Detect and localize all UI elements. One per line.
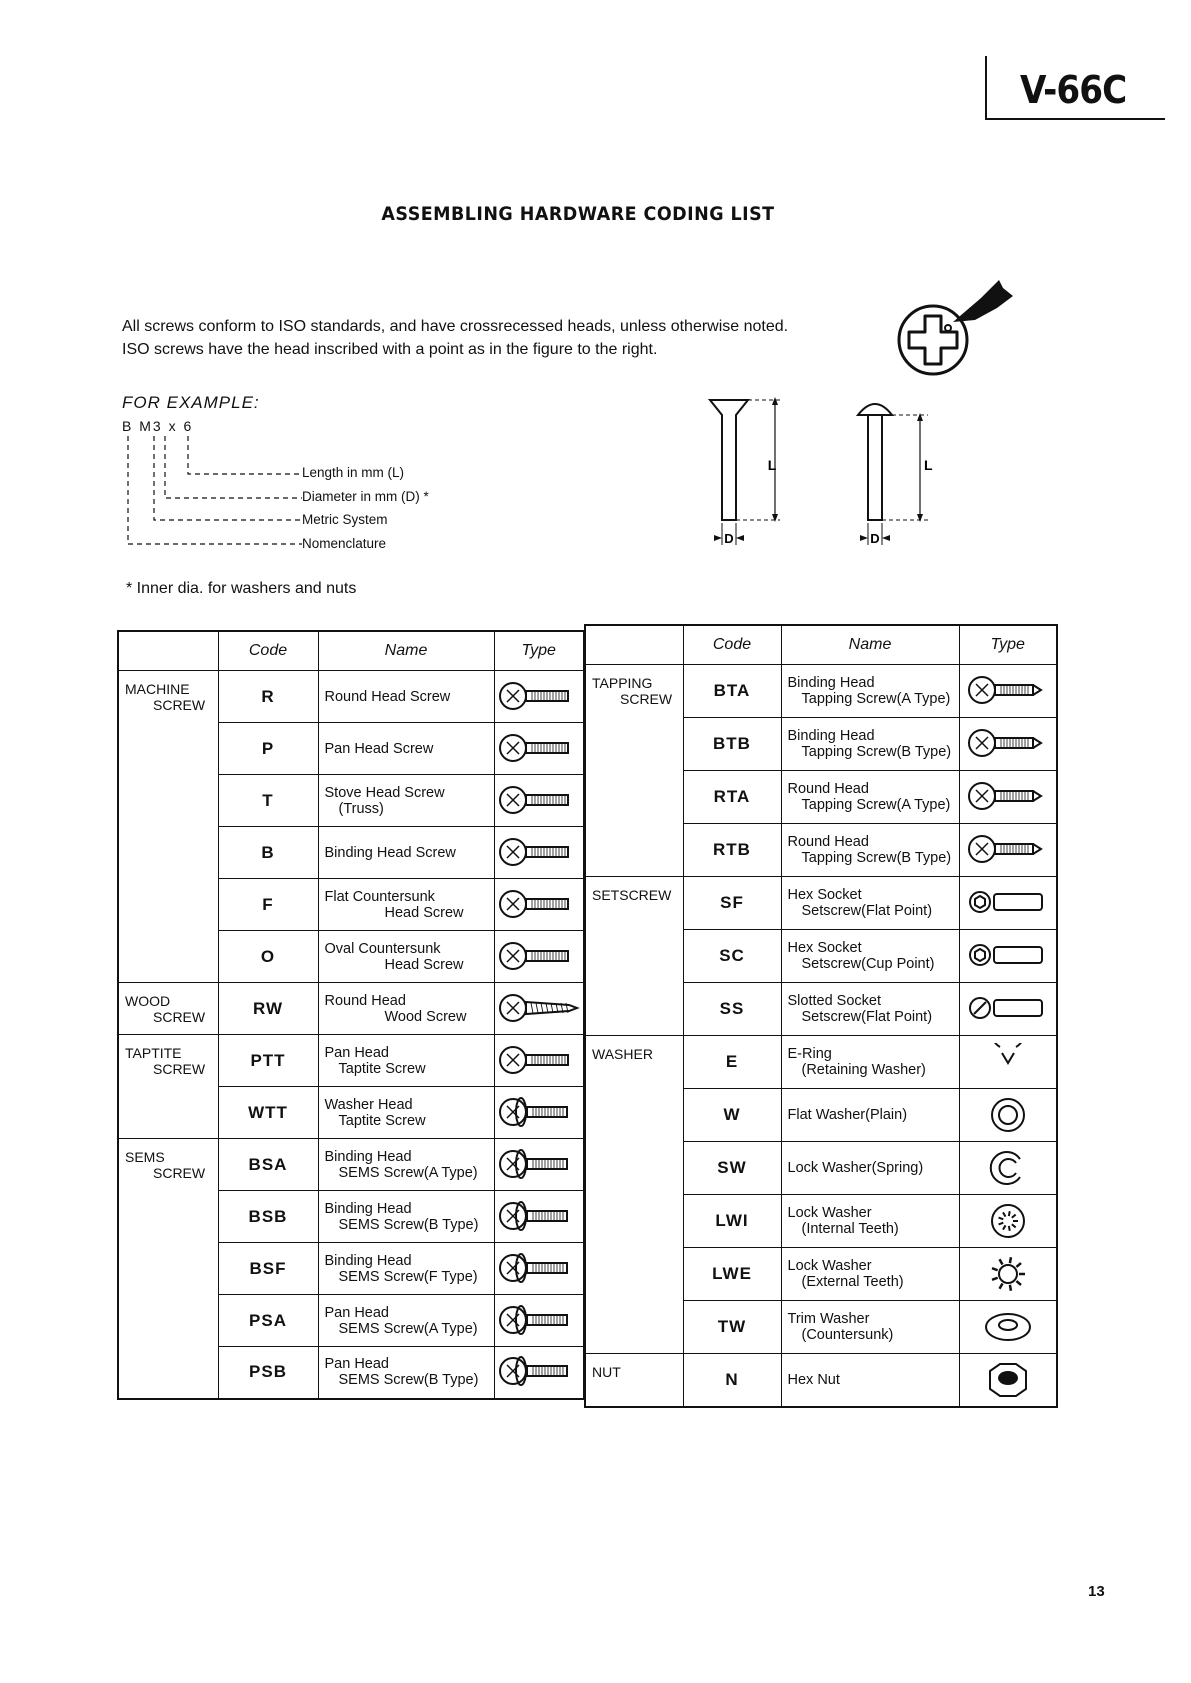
sems-screw-icon <box>497 1302 581 1340</box>
table-row <box>585 983 1057 1036</box>
type-cell <box>959 1089 1057 1142</box>
name-label: Stove Head Screw <box>324 784 445 801</box>
name-cell <box>781 1195 959 1248</box>
header-type: Type <box>959 625 1057 665</box>
category-cell <box>585 1354 683 1407</box>
type-cell <box>494 1087 584 1139</box>
name-label: Trim Washer <box>787 1311 870 1327</box>
name-label: Binding Head <box>787 675 875 691</box>
category-cell <box>585 1036 683 1089</box>
flat-washer-icon <box>966 1096 1050 1134</box>
name-cell <box>781 1354 959 1407</box>
type-cell <box>494 1243 584 1295</box>
name-label: Flat Countersunk <box>324 888 435 905</box>
name-cell <box>781 1036 959 1089</box>
type-cell <box>959 1248 1057 1301</box>
left-hardware-table <box>117 630 585 1400</box>
stove-head-screw-icon <box>497 782 581 820</box>
screw-dimension-diagram <box>700 395 950 560</box>
name-label: Washer Head <box>324 1096 413 1113</box>
name-cell <box>318 1191 494 1243</box>
code-cell: BSA <box>218 1139 318 1191</box>
pan-head-screw-icon <box>497 730 581 768</box>
legend-nomenclature: Nomenclature <box>302 536 387 551</box>
hex-socket-setscrew-icon <box>966 884 1050 922</box>
type-cell <box>494 1191 584 1243</box>
name-label: Oval Countersunk <box>324 940 441 957</box>
flat-countersunk-screw-icon <box>497 886 581 924</box>
name-cell <box>781 824 959 877</box>
name-cell <box>318 1347 494 1399</box>
name-label: (Countersunk) <box>801 1327 894 1343</box>
name-label: Head Screw <box>384 904 464 921</box>
type-cell <box>494 931 584 983</box>
name-label: Round Head <box>324 992 406 1009</box>
category-cell <box>585 1301 683 1354</box>
name-label: Binding Head <box>324 1252 412 1269</box>
spring-lock-washer-icon <box>966 1149 1050 1187</box>
name-label: Lock Washer <box>787 1205 872 1221</box>
category-cell <box>585 665 683 718</box>
table-row <box>118 983 584 1035</box>
name-label: Tapping Screw(B Type) <box>801 744 952 760</box>
legend-metric: Metric System <box>302 512 388 527</box>
code-cell: LWI <box>683 1195 781 1248</box>
name-label: Round Head Screw <box>324 688 451 705</box>
table-row <box>585 1142 1057 1195</box>
code-cell: F <box>218 879 318 931</box>
category-label: TAPTITE <box>125 1045 182 1061</box>
header-category <box>585 625 683 665</box>
table-row <box>118 931 584 983</box>
type-cell <box>494 1295 584 1347</box>
right-hardware-table <box>584 624 1058 1408</box>
name-cell <box>318 1295 494 1347</box>
name-cell <box>781 1089 959 1142</box>
legend-length: Length in mm (L) <box>302 465 405 480</box>
binding-head-screw-icon <box>497 834 581 872</box>
intro-line-1: All screws conform to ISO standards, and have crossrecessed heads, unless otherwise noted. <box>122 318 789 335</box>
table-header-row <box>118 631 584 671</box>
category-cell <box>118 671 218 723</box>
internal-tooth-washer-icon <box>966 1202 1050 1240</box>
name-label: Tapping Screw(A Type) <box>801 691 951 707</box>
slotted-setscrew-icon <box>966 990 1050 1028</box>
name-cell <box>318 1087 494 1139</box>
code-cell: LWE <box>683 1248 781 1301</box>
code-cell: B <box>218 827 318 879</box>
category-cell <box>585 983 683 1036</box>
table-row <box>118 1243 584 1295</box>
table-row <box>118 1295 584 1347</box>
name-cell <box>318 671 494 723</box>
name-cell <box>781 1142 959 1195</box>
name-cell <box>318 723 494 775</box>
category-label: SCREW <box>153 1165 206 1181</box>
sems-screw-icon <box>497 1146 581 1184</box>
name-label: SEMS Screw(A Type) <box>338 1164 478 1181</box>
table-row <box>585 1089 1057 1142</box>
tapping-screw-icon <box>966 778 1050 816</box>
category-cell <box>585 824 683 877</box>
name-label: Round Head <box>787 781 869 797</box>
name-label: Slotted Socket <box>787 993 881 1009</box>
category-cell <box>585 1248 683 1301</box>
table-row <box>118 723 584 775</box>
type-cell <box>494 1347 584 1399</box>
name-label: Pan Head <box>324 1044 389 1061</box>
code-cell: TW <box>683 1301 781 1354</box>
category-cell <box>118 827 218 879</box>
example-code: B M3 x 6 <box>122 418 194 434</box>
code-cell: N <box>683 1354 781 1407</box>
code-cell: PSB <box>218 1347 318 1399</box>
name-label: Hex Socket <box>787 940 862 956</box>
sems-screw-icon <box>497 1353 581 1391</box>
type-cell <box>494 1139 584 1191</box>
category-cell <box>118 931 218 983</box>
code-cell: BTA <box>683 665 781 718</box>
name-label: Binding Head Screw <box>324 844 456 861</box>
category-cell <box>118 775 218 827</box>
name-label: (Truss) <box>338 800 384 817</box>
table-row <box>118 671 584 723</box>
code-cell: WTT <box>218 1087 318 1139</box>
name-label: SEMS Screw(B Type) <box>338 1216 479 1233</box>
name-label: Binding Head <box>324 1200 412 1217</box>
category-cell <box>585 877 683 930</box>
wood-screw-icon <box>497 990 581 1028</box>
category-cell <box>118 879 218 931</box>
code-cell: BSF <box>218 1243 318 1295</box>
code-cell: RTB <box>683 824 781 877</box>
name-label: SEMS Screw(F Type) <box>338 1268 478 1285</box>
table-row <box>585 771 1057 824</box>
type-cell <box>494 723 584 775</box>
category-label: SCREW <box>153 1009 206 1025</box>
name-cell <box>318 879 494 931</box>
external-tooth-washer-icon <box>966 1255 1050 1293</box>
category-cell <box>118 983 218 1035</box>
type-cell <box>494 879 584 931</box>
category-cell <box>118 723 218 775</box>
type-cell <box>959 1301 1057 1354</box>
tapping-screw-icon <box>966 725 1050 763</box>
table-row <box>118 827 584 879</box>
page-title: ASSEMBLING HARDWARE CODING LIST <box>381 203 775 225</box>
category-label: SEMS <box>125 1149 165 1165</box>
name-label: (Retaining Washer) <box>801 1062 926 1078</box>
name-label: (Internal Teeth) <box>801 1221 899 1237</box>
type-cell <box>494 775 584 827</box>
table-row <box>585 1036 1057 1089</box>
name-label: Setscrew(Flat Point) <box>801 903 933 919</box>
sems-screw-icon <box>497 1198 581 1236</box>
table-row <box>585 824 1057 877</box>
diagram-diameter-label: D <box>724 531 734 546</box>
header-name: Name <box>781 625 959 665</box>
category-cell <box>118 1347 218 1399</box>
diagram-length-label: L <box>767 457 777 473</box>
example-leader-lines <box>122 436 307 556</box>
header-category <box>118 631 218 671</box>
header-code: Code <box>218 631 318 671</box>
type-cell <box>959 1195 1057 1248</box>
category-cell <box>118 1295 218 1347</box>
name-cell <box>318 983 494 1035</box>
name-label: Lock Washer(Spring) <box>787 1160 924 1176</box>
name-label: Binding Head <box>324 1148 412 1165</box>
category-cell <box>118 1191 218 1243</box>
name-label: E-Ring <box>787 1046 832 1062</box>
model-number: V-66C <box>1020 68 1127 112</box>
code-cell: PTT <box>218 1035 318 1087</box>
category-cell <box>118 1139 218 1191</box>
code-cell: SC <box>683 930 781 983</box>
category-label: WOOD <box>125 993 171 1009</box>
table-row <box>585 1248 1057 1301</box>
type-cell <box>959 1142 1057 1195</box>
category-label: WASHER <box>592 1046 653 1062</box>
category-label: SETSCREW <box>592 887 672 903</box>
round-head-screw-icon <box>497 678 581 716</box>
category-cell <box>585 1195 683 1248</box>
category-label: SCREW <box>153 1061 206 1077</box>
type-cell <box>959 718 1057 771</box>
table-row <box>585 1301 1057 1354</box>
name-cell <box>781 1248 959 1301</box>
name-label: Flat Washer(Plain) <box>787 1107 908 1123</box>
type-cell <box>959 930 1057 983</box>
category-label: MACHINE <box>125 681 190 697</box>
category-cell <box>118 1035 218 1087</box>
table-row <box>118 879 584 931</box>
category-label: SCREW <box>620 691 673 707</box>
name-cell <box>781 983 959 1036</box>
hex-nut-icon <box>966 1361 1050 1399</box>
category-cell <box>118 1243 218 1295</box>
name-label: Setscrew(Flat Point) <box>801 1009 933 1025</box>
type-cell <box>959 824 1057 877</box>
header-name: Name <box>318 631 494 671</box>
table-row <box>118 1191 584 1243</box>
type-cell <box>959 1354 1057 1407</box>
name-label: Hex Nut <box>787 1371 840 1388</box>
code-cell: RTA <box>683 771 781 824</box>
table-row <box>585 1195 1057 1248</box>
name-cell <box>318 775 494 827</box>
category-label: TAPPING <box>592 675 653 691</box>
type-cell <box>494 1035 584 1087</box>
table-row <box>118 1087 584 1139</box>
name-cell <box>318 1139 494 1191</box>
name-cell <box>781 771 959 824</box>
name-label: Lock Washer <box>787 1258 872 1274</box>
type-cell <box>494 671 584 723</box>
code-cell: SF <box>683 877 781 930</box>
sems-screw-icon <box>497 1250 581 1288</box>
table-row <box>585 665 1057 718</box>
footnote: * Inner dia. for washers and nuts <box>126 580 357 597</box>
e-ring-icon <box>966 1043 1050 1081</box>
name-cell <box>781 930 959 983</box>
diagram-diameter-label-2: D <box>870 531 880 546</box>
name-label: Binding Head <box>787 728 875 744</box>
table-header-row <box>585 625 1057 665</box>
category-cell <box>585 930 683 983</box>
name-cell <box>318 1035 494 1087</box>
iso-crosshead-icon <box>895 278 1025 383</box>
type-cell <box>959 877 1057 930</box>
name-label: SEMS Screw(A Type) <box>338 1320 478 1337</box>
intro-line-2: ISO screws have the head inscribed with a point as in the figure to the right. <box>122 341 658 358</box>
header-type: Type <box>494 631 584 671</box>
name-label: (External Teeth) <box>801 1274 904 1290</box>
name-label: Round Head <box>787 834 869 850</box>
table-row <box>118 1139 584 1191</box>
name-label: Head Screw <box>384 956 464 973</box>
name-label: Tapping Screw(B Type) <box>801 850 952 866</box>
code-cell: SW <box>683 1142 781 1195</box>
category-cell <box>585 1089 683 1142</box>
code-cell: RW <box>218 983 318 1035</box>
type-cell <box>959 983 1057 1036</box>
name-cell <box>781 718 959 771</box>
tapping-screw-icon <box>966 672 1050 710</box>
tapping-screw-icon <box>966 831 1050 869</box>
example-label: FOR EXAMPLE: <box>122 393 260 412</box>
name-label: SEMS Screw(B Type) <box>338 1372 479 1389</box>
type-cell <box>959 665 1057 718</box>
type-cell <box>494 827 584 879</box>
name-cell <box>781 877 959 930</box>
name-label: Setscrew(Cup Point) <box>801 956 935 972</box>
page-number: 13 <box>1088 1583 1105 1600</box>
table-row <box>118 1347 584 1399</box>
pan-head-taptite-icon <box>497 1042 581 1080</box>
name-label: Pan Head Screw <box>324 740 434 757</box>
code-cell: O <box>218 931 318 983</box>
name-cell <box>781 1301 959 1354</box>
name-label: Pan Head <box>324 1356 389 1373</box>
table-row <box>118 775 584 827</box>
oval-countersunk-screw-icon <box>497 938 581 976</box>
code-cell: SS <box>683 983 781 1036</box>
trim-washer-icon <box>966 1308 1050 1346</box>
name-cell <box>781 665 959 718</box>
category-cell <box>585 718 683 771</box>
code-cell: BTB <box>683 718 781 771</box>
category-label: SCREW <box>153 697 206 713</box>
table-row <box>118 1035 584 1087</box>
category-label: NUT <box>592 1364 621 1380</box>
name-label: Taptite Screw <box>338 1060 426 1077</box>
category-cell <box>585 1142 683 1195</box>
table-row <box>585 718 1057 771</box>
code-cell: W <box>683 1089 781 1142</box>
diagram-length-label-2: L <box>924 457 933 473</box>
code-cell: P <box>218 723 318 775</box>
code-cell: R <box>218 671 318 723</box>
name-label: Tapping Screw(A Type) <box>801 797 951 813</box>
category-cell <box>118 1087 218 1139</box>
table-row <box>585 1354 1057 1407</box>
header-code: Code <box>683 625 781 665</box>
washer-head-taptite-icon <box>497 1094 581 1132</box>
code-cell: T <box>218 775 318 827</box>
code-cell: BSB <box>218 1191 318 1243</box>
type-cell <box>494 983 584 1035</box>
table-row <box>585 930 1057 983</box>
table-row <box>585 877 1057 930</box>
name-label: Pan Head <box>324 1304 389 1321</box>
type-cell <box>959 771 1057 824</box>
name-label: Taptite Screw <box>338 1112 426 1129</box>
name-label: Hex Socket <box>787 887 862 903</box>
legend-diameter: Diameter in mm (D) * <box>302 489 429 504</box>
hex-socket-setscrew-icon <box>966 937 1050 975</box>
name-cell <box>318 827 494 879</box>
code-cell: PSA <box>218 1295 318 1347</box>
name-cell <box>318 931 494 983</box>
type-cell <box>959 1036 1057 1089</box>
name-cell <box>318 1243 494 1295</box>
code-cell: E <box>683 1036 781 1089</box>
name-label: Wood Screw <box>384 1008 467 1025</box>
category-cell <box>585 771 683 824</box>
